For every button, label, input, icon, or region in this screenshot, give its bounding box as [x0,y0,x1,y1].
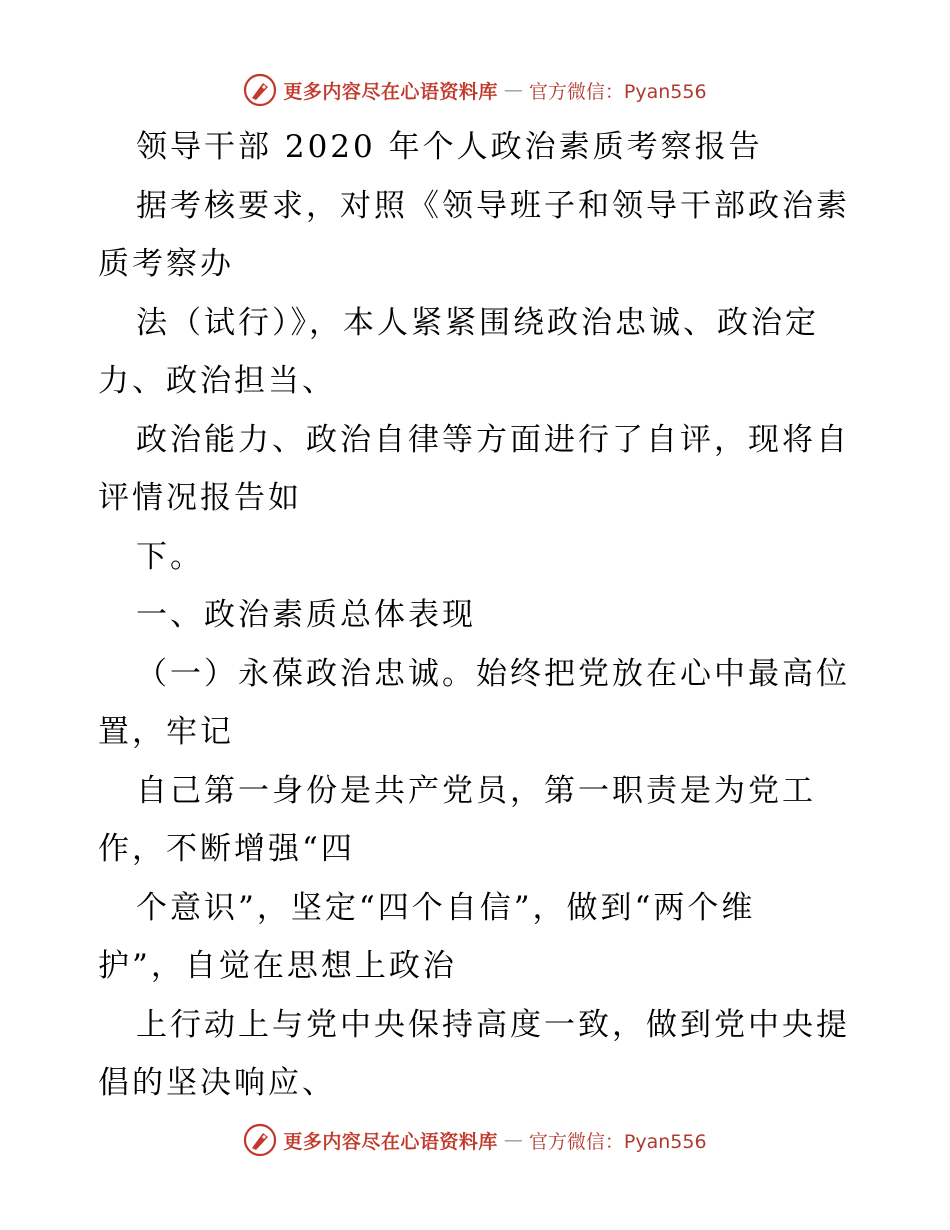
pen-nib-icon [243,1123,277,1157]
paragraph-line: 法（试行）》，本人紧紧围绕政治忠诚、政治定 [136,304,819,341]
document-title: 领导干部 2020 年个人政治素质考察报告 [136,129,763,165]
paragraph-line: 上行动上与党中央保持高度一致，做到党中央提 [136,1006,850,1043]
paragraph-line: 置，牢记 [98,714,234,750]
paragraph-line: （一）永葆政治忠诚。始终把党放在心中最高位 [136,655,850,692]
paragraph-line: 自己第一身份是共产党员，第一职责是为党工 [136,772,816,809]
paragraph-line: 质考察办 [98,246,234,282]
watermark-main-text: 更多内容尽在心语资料库 [283,1130,498,1153]
paragraph-line: 个意识”，坚定“四个自信”，做到“两个维 [136,889,756,926]
paragraph-line: 作，不断增强“四 [98,831,355,867]
paragraph-line: 力、政治担当、 [98,363,336,399]
footer-watermark [0,1120,950,1160]
paragraph-line: 评情况报告如 [98,480,302,516]
section-heading: 一、政治素质总体表现 [136,597,476,633]
pen-nib-icon [243,73,277,107]
document-body [98,118,858,1113]
paragraph-line: 下。 [136,538,204,575]
watermark-separator: — [503,1129,523,1151]
paragraph-line: 据考核要求，对照《领导班子和领导干部政治素 [136,187,850,224]
watermark-separator: — [503,79,523,101]
watermark-main-text: 更多内容尽在心语资料库 [283,80,498,103]
header-watermark [0,70,950,110]
paragraph-line: 倡的坚决响应、 [98,1065,336,1101]
watermark-contact-text: 官方微信：Pyan556 [528,80,707,103]
paragraph-line: 护”，自觉在思想上政治 [98,948,457,984]
paragraph-line: 政治能力、政治自律等方面进行了自评，现将自 [136,421,850,458]
watermark-contact-text: 官方微信：Pyan556 [528,1130,707,1153]
